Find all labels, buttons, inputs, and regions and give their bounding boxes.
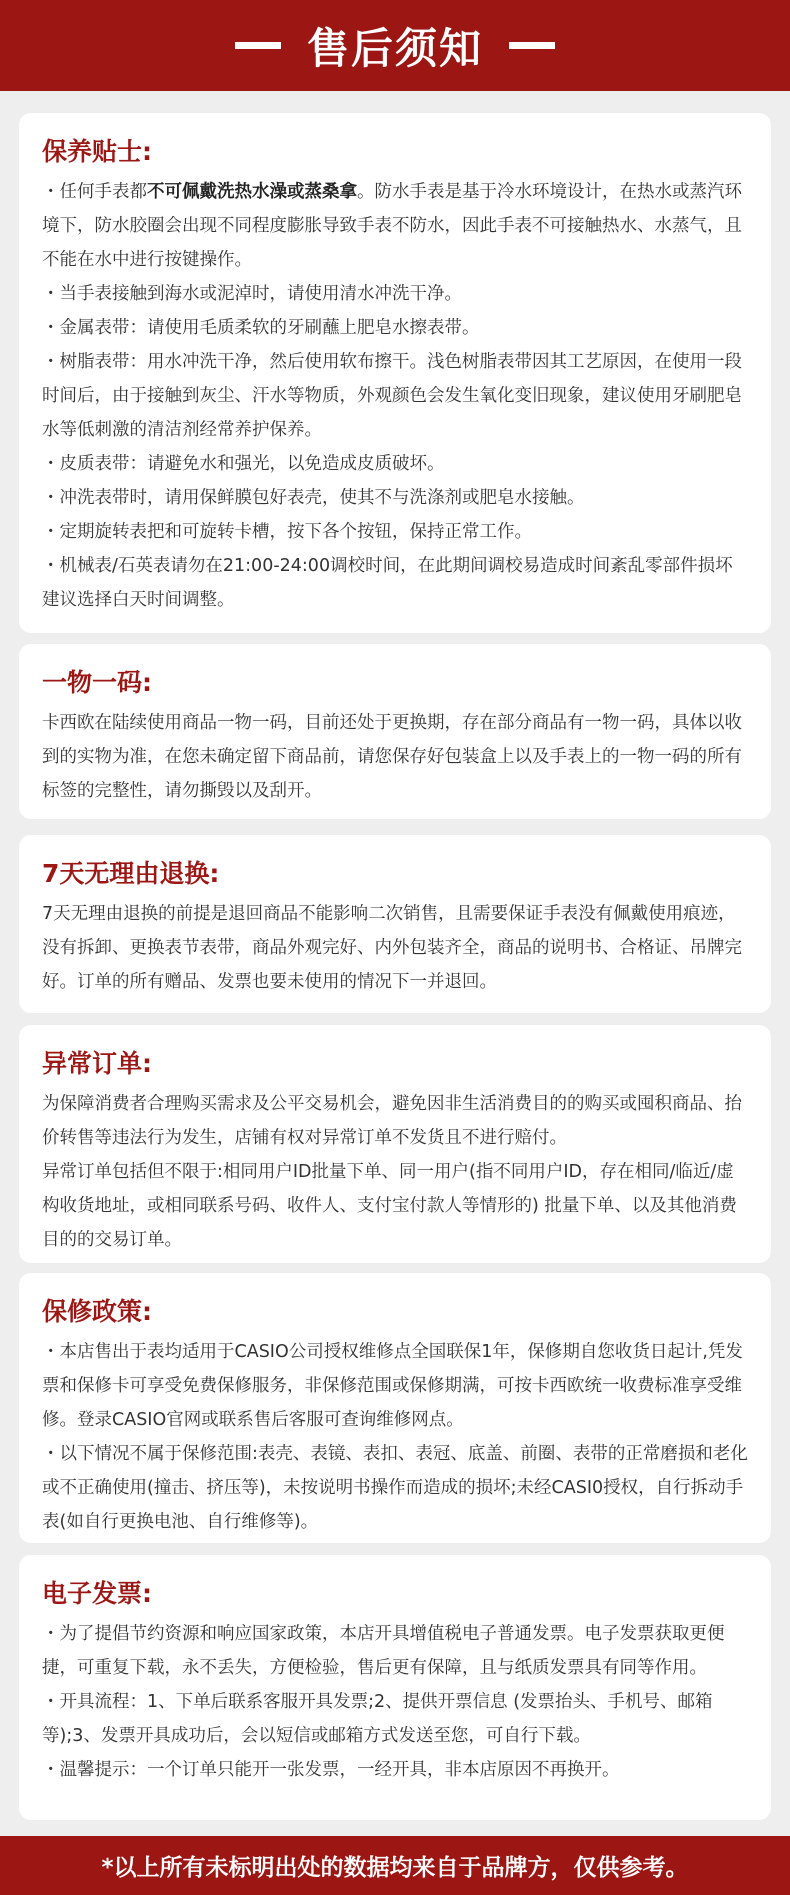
- e-invoice-text-2: ・开具流程：1、下单后联系客服开具发票;2、提供开票信息 (发票抬头、手机号、邮箱等);3、发票开具成功后，会以短信或邮箱方式发送至您，可自行下载。: [42, 1692, 713, 1746]
- e-invoice-title: 电子发票:: [42, 1579, 152, 1608]
- title-dash-left: [235, 42, 281, 49]
- care-tip-leather-strap: ・皮质表带：请避免水和强光，以免造成皮质破坏。: [42, 454, 445, 474]
- warranty-policy-text-1: ・本店售出于表均适用于CASIO公司授权维修点全国联保1年，保修期自您收货日起计,凭发票和保修卡可享受免费保修服务，非保修范围或保修期满，可按卡西欧统一收费标准享受维修。登录CASIO官网或联系售后客服可查询维修网点。: [42, 1342, 743, 1430]
- e-invoice-text-3: ・温馨提示：一个订单只能开一张发票，一经开具，非本店原因不再换开。: [42, 1760, 620, 1780]
- title-dash-right: [509, 42, 555, 49]
- abnormal-order-title: 异常订单:: [42, 1049, 152, 1078]
- page-title: 售后须知: [306, 23, 483, 73]
- one-item-one-code-card: [19, 644, 771, 819]
- care-tips-title: 保养贴士:: [42, 137, 152, 166]
- warranty-policy-title: 保修政策:: [42, 1297, 152, 1326]
- care-tip-time-setting: ・机械表/石英表请勿在21:00-24:00调校时间，在此期间调校易造成时间紊乱零部件损坏建议选择白天时间调整。: [42, 556, 733, 610]
- abnormal-order-text-1: 为保障消费者合理购买需求及公平交易机会，避免因非生活消费目的的购买或囤积商品、抬价转售等违法行为发生，店铺有权对异常订单不发货且不进行赔付。: [42, 1094, 742, 1148]
- seven-day-return-title: 7天无理由退换:: [42, 859, 220, 888]
- care-tip-metal-strap: ・金属表带：请使用毛质柔软的牙刷蘸上肥皂水擦表带。: [42, 318, 480, 338]
- e-invoice-card: [19, 1555, 771, 1820]
- warranty-policy-text-2: ・以下情况不属于保修范围:表壳、表镜、表扣、表冠、底盖、前圈、表带的正常磨损和老化或不正确使用(撞击、挤压等)，未按说明书操作而造成的损坏;未经CASI0授权，自行拆动手表(如自行更换电池、自行维修等)。: [42, 1444, 748, 1532]
- care-tips-card: [19, 113, 771, 633]
- page-header: [0, 0, 790, 91]
- e-invoice-text-1: ・为了提倡节约资源和响应国家政策，本店开具增值税电子普通发票。电子发票获取更便捷，可重复下载，永不丢失，方便检验，售后更有保障，且与纸质发票具有同等作用。: [42, 1624, 725, 1678]
- care-tip-rinse-strap: ・冲洗表带时，请用保鲜膜包好表壳，使其不与洗涤剂或肥皂水接触。: [42, 488, 585, 508]
- care-tip-warning: 不可佩戴洗热水澡或蒸桑拿: [147, 182, 357, 202]
- one-item-one-code-title: 一物一码:: [42, 668, 152, 697]
- one-item-one-code-text: 卡西欧在陆续使用商品一物一码，目前还处于更换期，存在部分商品有一物一码，具体以收到的实物为准，在您未确定留下商品前，请您保存好包装盒上以及手表上的一物一码的所有标签的完整性，请勿撕毁以及刮开。: [42, 713, 742, 801]
- abnormal-order-text-2: 异常订单包括但不限于:相同用户ID批量下单、同一用户(指不同用户ID，存在相同/临近/虚构收货地址，或相同联系号码、收件人、支付宝付款人等情形的) 批量下单、以及其他消费目的的交易订单。: [42, 1162, 737, 1250]
- care-tip-seawater: ・当手表接触到海水或泥淖时，请使用清水冲洗干净。: [42, 284, 462, 304]
- warranty-policy-card: [19, 1273, 771, 1543]
- seven-day-return-card: [19, 835, 771, 1013]
- care-tip-hot-water: ・任何手表都不可佩戴洗热水澡或蒸桑拿。防水手表是基于冷水环境设计，在热水或蒸汽环境下，防水胶圈会出现不同程度膨胀导致手表不防水，因此手表不可接触热水、水蒸气，且不能在水中进行按键操作。: [42, 182, 742, 270]
- care-tip-resin-strap: ・树脂表带：用水冲洗干净，然后使用软布擦干。浅色树脂表带因其工艺原因，在使用一段时间后，由于接触到灰尘、汗水等物质，外观颜色会发生氧化变旧现象，建议使用牙刷肥皂水等低刺激的清洁剂经常养护保养。: [42, 352, 742, 440]
- abnormal-order-card: [19, 1025, 771, 1263]
- footer-disclaimer: *以上所有未标明出处的数据均来自于品牌方，仅供参考。: [101, 1855, 689, 1881]
- seven-day-return-text: 7天无理由退换的前提是退回商品不能影响二次销售，且需要保证手表没有佩戴使用痕迹，没有拆卸、更换表节表带，商品外观完好、内外包装齐全，商品的说明书、合格证、吊牌完好。订单的所有赠品、发票也要未使用的情况下一并退回。: [42, 904, 742, 992]
- care-tip-crown: ・定期旋转表把和可旋转卡槽，按下各个按钮，保持正常工作。: [42, 522, 532, 542]
- page-footer: [0, 1836, 790, 1895]
